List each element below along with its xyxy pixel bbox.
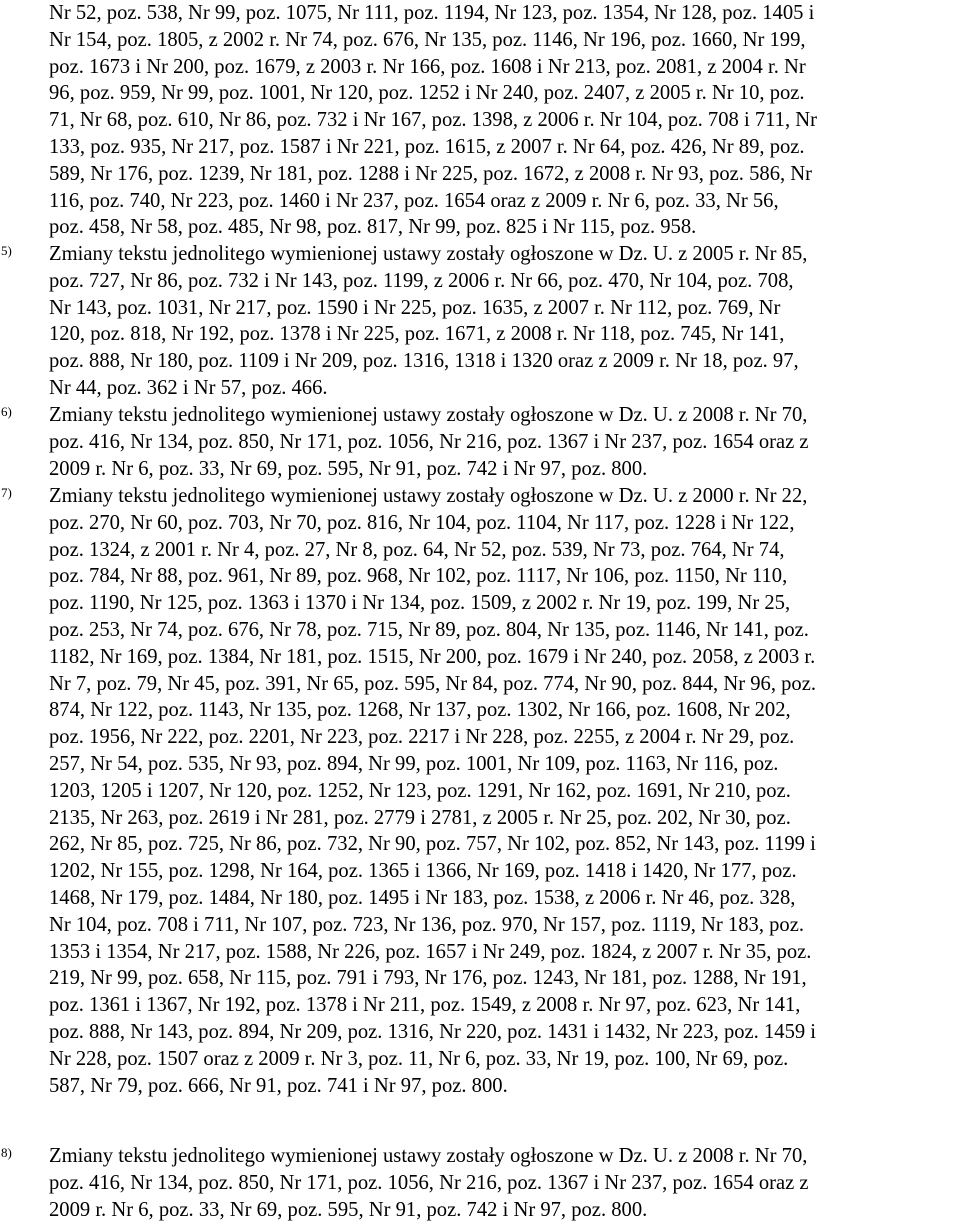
text-line: 219, Nr 99, poz. 658, Nr 115, poz. 791 i 793, Nr 176, poz. 1243, Nr 181, poz. 1288, Nr 191, (49, 967, 807, 990)
text-line: Nr 104, poz. 708 i 711, Nr 107, poz. 723, Nr 136, poz. 970, Nr 157, poz. 1119, Nr 183, poz. (49, 913, 804, 936)
text-line: poz. 1673 i Nr 200, poz. 1679, z 2003 r. Nr 166, poz. 1608 i Nr 213, poz. 2081, z 2004 r. Nr (49, 55, 806, 78)
text-line: Nr 228, poz. 1507 oraz z 2009 r. Nr 3, poz. 11, Nr 6, poz. 33, Nr 19, poz. 100, Nr 69, poz. (49, 1047, 789, 1070)
text-line: poz. 888, Nr 180, poz. 1109 i Nr 209, poz. 1316, 1318 i 1320 oraz z 2009 r. Nr 18, poz. 97, (49, 350, 799, 373)
text-line: poz. 253, Nr 74, poz. 676, Nr 78, poz. 715, Nr 89, poz. 804, Nr 135, poz. 1146, Nr 141, poz. (49, 618, 809, 641)
text-line: poz. 1956, Nr 222, poz. 2201, Nr 223, poz. 2217 i Nr 228, poz. 2255, z 2004 r. Nr 29, poz. (49, 726, 795, 749)
text-line: poz. 1361 i 1367, Nr 192, poz. 1378 i Nr 211, poz. 1549, z 2008 r. Nr 97, poz. 623, Nr 141, (49, 994, 801, 1017)
footnote-text (49, 483, 960, 1099)
text-line: poz. 458, Nr 58, poz. 485, Nr 98, poz. 817, Nr 99, poz. 825 i Nr 115, poz. 958. (49, 216, 697, 239)
footnote-text (49, 0, 960, 241)
text-line: 116, poz. 740, Nr 223, poz. 1460 i Nr 237, poz. 1654 oraz z 2009 r. Nr 6, poz. 33, Nr 56, (49, 189, 779, 212)
text-line: 1202, Nr 155, poz. 1298, Nr 164, poz. 1365 i 1366, Nr 169, poz. 1418 i 1420, Nr 177, poz. (49, 860, 797, 883)
footnote-7 (0, 483, 960, 1099)
footnote-continuation (0, 0, 960, 241)
text-line: poz. 416, Nr 134, poz. 850, Nr 171, poz. 1056, Nr 216, poz. 1367 i Nr 237, poz. 1654 oraz z (49, 1171, 809, 1194)
text-line: 2135, Nr 263, poz. 2619 i Nr 281, poz. 2779 i 2781, z 2005 r. Nr 25, poz. 202, Nr 30, poz. (49, 806, 791, 829)
text-line: 589, Nr 176, poz. 1239, Nr 181, poz. 1288 i Nr 225, poz. 1672, z 2008 r. Nr 93, poz. 586, Nr (49, 162, 813, 185)
text-line: 2009 r. Nr 6, poz. 33, Nr 69, poz. 595, Nr 91, poz. 742 i Nr 97, poz. 800. (49, 457, 648, 480)
text-line: Nr 154, poz. 1805, z 2002 r. Nr 74, poz. 676, Nr 135, poz. 1146, Nr 196, poz. 1660, Nr 199, (49, 28, 806, 51)
text-line: 262, Nr 85, poz. 725, Nr 86, poz. 732, Nr 90, poz. 757, Nr 102, poz. 852, Nr 143, poz. 1199 i (49, 833, 816, 856)
text-line: Zmiany tekstu jednolitego wymienionej ustawy zostały ogłoszone w Dz. U. z 2000 r. Nr 22, (49, 485, 808, 507)
text-line: 874, Nr 122, poz. 1143, Nr 135, poz. 1268, Nr 137, poz. 1302, Nr 166, poz. 1608, Nr 202, (49, 699, 791, 722)
text-line: poz. 727, Nr 86, poz. 732 i Nr 143, poz. 1199, z 2006 r. Nr 66, poz. 470, Nr 104, poz. 708, (49, 269, 794, 292)
text-line: 133, poz. 935, Nr 217, poz. 1587 i Nr 221, poz. 1615, z 2007 r. Nr 64, poz. 426, Nr 89, poz. (49, 135, 805, 158)
text-line: poz. 784, Nr 88, poz. 961, Nr 89, poz. 968, Nr 102, poz. 1117, Nr 106, poz. 1150, Nr 110, (49, 565, 788, 588)
text-line: 1468, Nr 179, poz. 1484, Nr 180, poz. 1495 i Nr 183, poz. 1538, z 2006 r. Nr 46, poz. 328, (49, 886, 796, 909)
footnote-8 (0, 1143, 960, 1223)
footnote-marker: 7) (1, 485, 12, 500)
text-line: 257, Nr 54, poz. 535, Nr 93, poz. 894, Nr 99, poz. 1001, Nr 109, poz. 1163, Nr 116, poz. (49, 752, 779, 775)
text-line: 71, Nr 68, poz. 610, Nr 86, poz. 732 i Nr 167, poz. 1398, z 2006 r. Nr 104, poz. 708 i 711, Nr (49, 109, 817, 132)
text-line: 2009 r. Nr 6, poz. 33, Nr 69, poz. 595, Nr 91, poz. 742 i Nr 97, poz. 800. (49, 1198, 648, 1221)
footnote-5 (0, 241, 960, 402)
text-line: Nr 52, poz. 538, Nr 99, poz. 1075, Nr 111, poz. 1194, Nr 123, poz. 1354, Nr 128, poz. 1405 i (49, 2, 815, 24)
text-line: 1353 i 1354, Nr 217, poz. 1588, Nr 226, poz. 1657 i Nr 249, poz. 1824, z 2007 r. Nr 35, poz. (49, 940, 812, 963)
text-line: 96, poz. 959, Nr 99, poz. 1001, Nr 120, poz. 1252 i Nr 240, poz. 2407, z 2005 r. Nr 10, poz. (49, 82, 805, 105)
footnote-text (49, 402, 960, 482)
text-line: 1203, 1205 i 1207, Nr 120, poz. 1252, Nr 123, poz. 1291, Nr 162, poz. 1691, Nr 210, poz. (49, 779, 791, 802)
text-line: poz. 888, Nr 143, poz. 894, Nr 209, poz. 1316, Nr 220, poz. 1431 i 1432, Nr 223, poz. 1459 i (49, 1020, 817, 1043)
text-line: Zmiany tekstu jednolitego wymienionej ustawy zostały ogłoszone w Dz. U. z 2008 r. Nr 70, (49, 404, 808, 426)
text-line: Zmiany tekstu jednolitego wymienionej ustawy zostały ogłoszone w Dz. U. z 2005 r. Nr 85, (49, 243, 808, 265)
text-line: poz. 270, Nr 60, poz. 703, Nr 70, poz. 816, Nr 104, poz. 1104, Nr 117, poz. 1228 i Nr 122, (49, 511, 795, 534)
text-line: poz. 1324, z 2001 r. Nr 4, poz. 27, Nr 8, poz. 64, Nr 52, poz. 539, Nr 73, poz. 764, Nr 74, (49, 538, 785, 561)
text-line: 587, Nr 79, poz. 666, Nr 91, poz. 741 i Nr 97, poz. 800. (49, 1074, 508, 1097)
text-line: Nr 7, poz. 79, Nr 45, poz. 391, Nr 65, poz. 595, Nr 84, poz. 774, Nr 90, poz. 844, Nr 96, poz. (49, 672, 816, 695)
text-line: 1182, Nr 169, poz. 1384, Nr 181, poz. 1515, Nr 200, poz. 1679 i Nr 240, poz. 2058, z 2003 r. (49, 645, 816, 668)
text-line: Nr 143, poz. 1031, Nr 217, poz. 1590 i Nr 225, poz. 1635, z 2007 r. Nr 112, poz. 769, Nr (49, 296, 781, 319)
footnote-text (49, 241, 960, 402)
text-line: 120, poz. 818, Nr 192, poz. 1378 i Nr 225, poz. 1671, z 2008 r. Nr 118, poz. 745, Nr 141, (49, 323, 785, 346)
text-line: poz. 416, Nr 134, poz. 850, Nr 171, poz. 1056, Nr 216, poz. 1367 i Nr 237, poz. 1654 oraz z (49, 430, 809, 453)
text-line: Nr 44, poz. 362 i Nr 57, poz. 466. (49, 376, 328, 399)
text-line: Zmiany tekstu jednolitego wymienionej ustawy zostały ogłoszone w Dz. U. z 2008 r. Nr 70, (49, 1145, 808, 1167)
footnote-marker: 6) (1, 404, 12, 419)
footnote-text (49, 1143, 960, 1223)
text-line: poz. 1190, Nr 125, poz. 1363 i 1370 i Nr 134, poz. 1509, z 2002 r. Nr 19, poz. 199, Nr 25, (49, 592, 791, 615)
footnote-marker: 5) (1, 243, 12, 258)
footnote-marker: 8) (1, 1145, 12, 1160)
footnote-6 (0, 402, 960, 482)
